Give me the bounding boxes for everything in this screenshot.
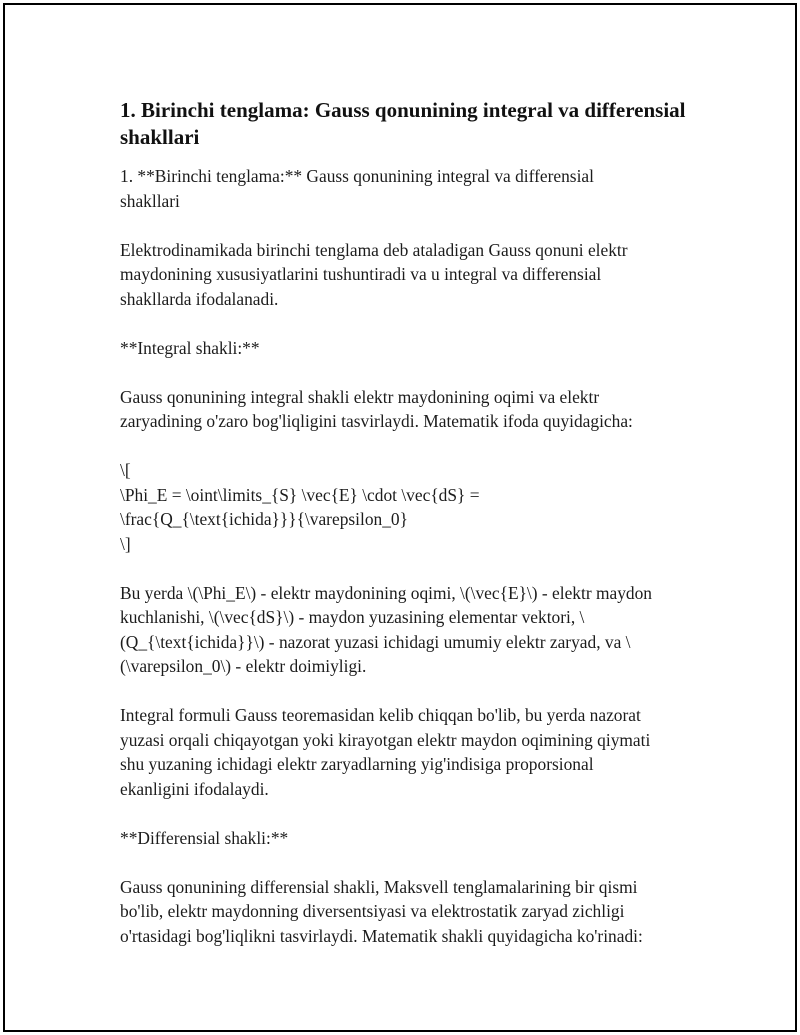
- subheading-integral-form: **Integral shakli:**: [120, 337, 260, 358]
- formula-integral-latex: \[ \Phi_E = \oint\limits_{S} \vec{E} \cdot \vec{dS} = \frac{Q_{\text{ichida}}}{\varepsilon_0} \]: [120, 460, 480, 554]
- document-page: [3, 3, 797, 1032]
- paragraph-restated-title: 1. **Birinchi tenglama:** Gauss qonunining integral va differensial shakllari: [120, 166, 594, 211]
- paragraph-differential-description: Gauss qonunining differensial shakli, Maksvell tenglamalarining bir qismi bo'lib, elektr maydonning diversentsiyasi va elektrostatik zaryad zichligi o'rtasidagi bog'liqlikni tasvirlaydi. Matematik shakli quyidagicha ko'rinadi:: [120, 876, 643, 946]
- paragraph-symbol-definitions: Bu yerda \(\Phi_E\) - elektr maydonining oqimi, \(\vec{E}\) - elektr maydon kuchlanishi, \(\vec{dS}\) - maydon yuzasining elementar vektori, \ (Q_{\text{ichida}}\) - nazorat yuzasi ichidagi umumiy elektr zaryad, va \ (\varepsilon_0\) - elektr doimiyligi.: [120, 582, 653, 676]
- paragraph-intro: Elektrodinamikada birinchi tenglama deb ataladigan Gauss qonuni elektr maydonining xususiyatlarini tushuntiradi va u integral va differensial shakllarda ifodalanadi.: [120, 239, 628, 309]
- section-heading: 1. Birinchi tenglama: Gauss qonunining integral va differensial shakllari: [120, 98, 686, 149]
- document-content: [120, 97, 700, 973]
- paragraph-integral-explanation: Integral formuli Gauss teoremasidan kelib chiqqan bo'lib, bu yerda nazorat yuzasi orqali chiqayotgan yoki kirayotgan elektr maydon oqimining qiymati shu yuzaning ichidagi elektr zaryadlarning yig'indisiga proporsional ekanligini ifodalaydi.: [120, 705, 651, 799]
- paragraph-integral-description: Gauss qonunining integral shakli elektr maydonining oqimi va elektr zaryadining o'zaro bog'liqligini tasvirlaydi. Matematik ifoda quyidagicha:: [120, 386, 633, 431]
- subheading-differential-form: **Differensial shakli:**: [120, 827, 289, 848]
